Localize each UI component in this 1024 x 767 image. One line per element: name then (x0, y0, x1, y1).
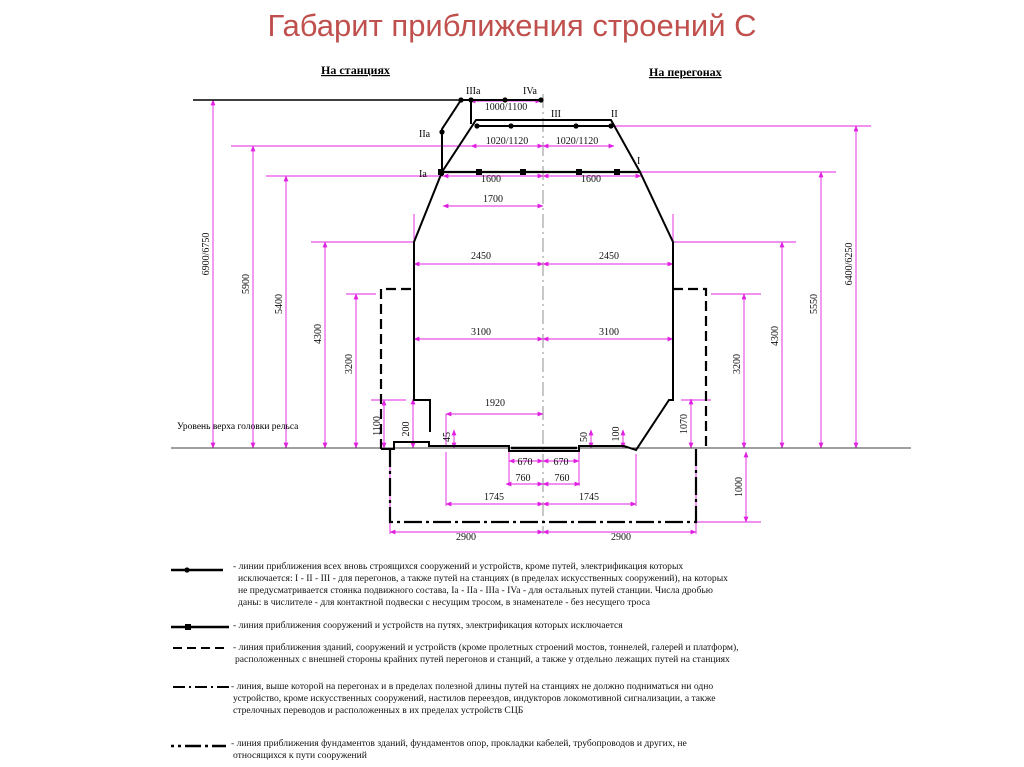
legend-2-line-1: - линия приближения сооружений и устройств на путях, электрификация которых исключается (233, 620, 623, 631)
point-IIIa: IIIa (466, 86, 481, 97)
dim-1700: 1700 (483, 194, 503, 205)
dim-1920: 1920 (485, 398, 505, 409)
dim-2900-left: 2900 (456, 532, 476, 543)
point-III: III (551, 109, 561, 120)
dim-1000-1100: 1000/1100 (484, 102, 528, 113)
dim-5900: 5900 (241, 274, 252, 294)
dim-4300-right: 4300 (770, 326, 781, 346)
dim-1020-right: 1020/1120 (555, 136, 599, 147)
slide-title: Габарит приближения строений С (267, 8, 757, 43)
dim-1100: 1100 (372, 416, 383, 436)
legend-1-line-3: не предусматривается стоянка подвижного состава, Ia - IIa - IIIa - IVa - для остальных путей станции. Числа дробью (238, 585, 713, 596)
legend-4-line-3: стрелочных переводов и расположенных в их пределах устройств СЦБ (233, 705, 524, 716)
diagram-panel (171, 54, 911, 767)
legend-4-line-2: устройство, кроме искусственных сооружений, настилов переездов, индукторов локомотивной сигнализации, а также (233, 693, 716, 704)
point-IVa: IVa (523, 86, 537, 97)
dim-1745-right: 1745 (579, 492, 599, 503)
dim-2450-left: 2450 (471, 251, 491, 262)
legend-1-line-4: даны: в числителе - для контактной подвески с несущим тросом, в знаменателе - без несущего троса (238, 597, 650, 608)
dim-2450-right: 2450 (599, 251, 619, 262)
dim-760-left: 760 (515, 473, 531, 484)
dim-1745-left: 1745 (484, 492, 504, 503)
legend (171, 561, 739, 761)
clearance-diagram (171, 54, 911, 767)
dim-1600-left: 1600 (481, 174, 501, 185)
dim-100: 100 (611, 426, 622, 442)
dim-760-right: 760 (554, 473, 570, 484)
dim-670-right: 670 (553, 457, 569, 468)
dim-4300-left: 4300 (313, 324, 324, 344)
legend-1-line-2: исключается: I - II - III - для перегонов, а также путей на станциях (в пределах искусственных сооружений), на которых (238, 573, 728, 584)
dim-1000: 1000 (734, 477, 745, 497)
dim-6900-6750: 6900/6750 (201, 232, 212, 276)
header-spans: На перегонах (649, 65, 722, 79)
legend-3-line-1: - линия приближения зданий, сооружений и устройств (кроме пролетных строений мостов, тоннелей, галерей и платформ), (233, 642, 739, 653)
legend-3-line-2: расположенных с внешней стороны крайних путей перегонов и станций, а также у отдельно лежащих путей на станциях (235, 654, 730, 665)
dimension-lines (193, 100, 871, 534)
dim-1070: 1070 (679, 414, 690, 434)
rail-level-label: Уровень верха головки рельса (177, 422, 299, 432)
dim-5550: 5550 (809, 294, 820, 314)
dim-5400: 5400 (274, 294, 285, 314)
dim-2900-right: 2900 (611, 532, 631, 543)
dim-1020-left: 1020/1120 (485, 136, 529, 147)
dim-1600-right: 1600 (581, 174, 601, 185)
dim-3200-right: 3200 (732, 354, 743, 374)
dim-50: 50 (579, 432, 590, 442)
legend-4-line-1: - линия, выше которой на перегонах и в пределах полезной длины путей на станциях не должно подниматься ни одно (231, 681, 714, 692)
dim-200: 200 (401, 421, 412, 437)
dim-3100-left: 3100 (471, 327, 491, 338)
header-stations: На станциях (321, 63, 390, 77)
dim-3200-left: 3200 (344, 354, 355, 374)
point-II: II (611, 109, 618, 120)
legend-1-line-1: - линии приближения всех вновь строящихся сооружений и устройств, кроме путей, электрификация которых (233, 561, 684, 572)
point-Ia: Ia (419, 169, 427, 180)
legend-5-line-1: - линия приближения фундаментов зданий, фундаментов опор, прокладки кабелей, трубопроводов и других, не (231, 738, 687, 749)
dim-3100-right: 3100 (599, 327, 619, 338)
dim-45: 45 (442, 432, 453, 442)
legend-5-line-2: относящихся к пути сооружений (233, 750, 367, 761)
point-IIa: IIa (419, 129, 431, 140)
dim-670-left: 670 (517, 457, 533, 468)
dim-6400-6250: 6400/6250 (844, 242, 855, 286)
point-I: I (637, 156, 641, 167)
